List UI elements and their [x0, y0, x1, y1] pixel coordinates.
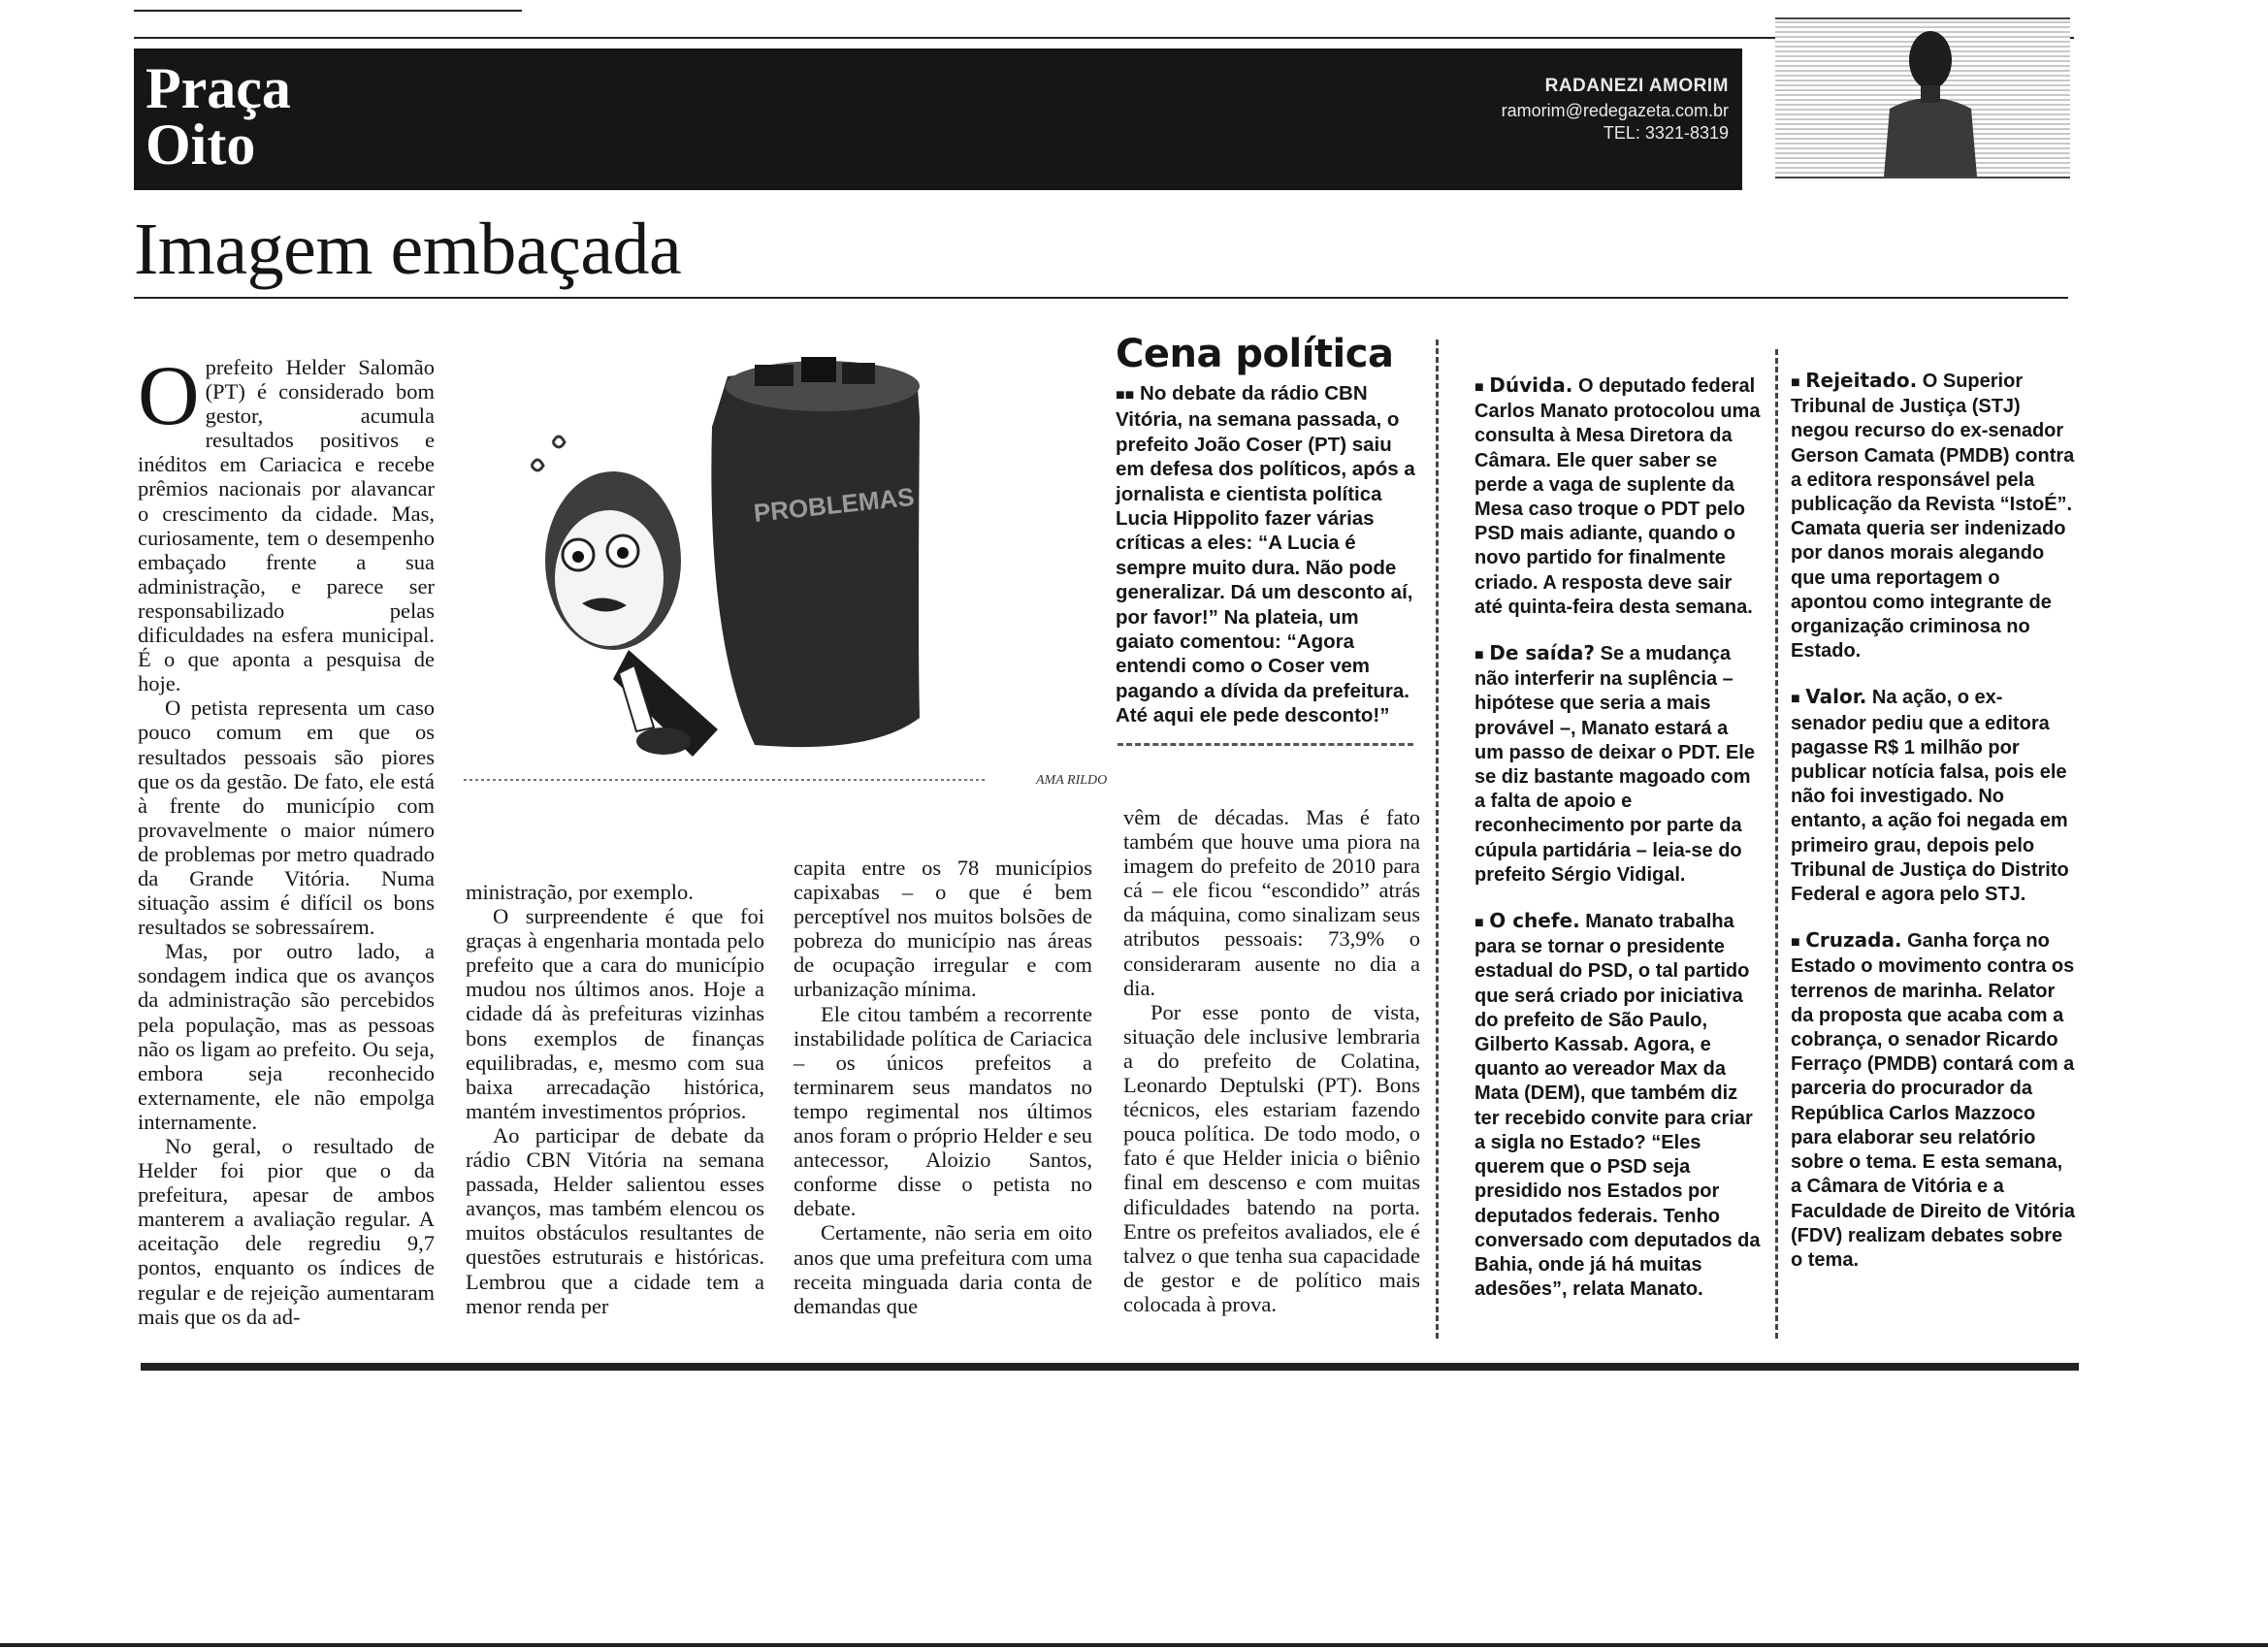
bullet-icon: ■ [1791, 374, 1800, 391]
article-paragraph: O petista representa um caso pouco comum em que os resultados pessoais são piores que os da gestão. De fato, ele está à frente do município com provavelmente o maior número de problemas por metro quadrado da Grande Vitória. Numa situação assim é difícil os bons resultados se sobressaírem. [138, 695, 435, 940]
cena-politica-divider [1118, 743, 1413, 746]
top-rule-left [134, 10, 522, 12]
note-item [1791, 369, 2078, 663]
cartoonist-signature: AMA RILDO [1036, 773, 1108, 788]
notes-column-2 [1791, 369, 2078, 1294]
drop-cap: O [138, 349, 200, 443]
note-title: De saída? [1489, 641, 1596, 665]
section-name-line2: Oito [146, 113, 256, 177]
cena-politica-text: ■■ No debate da rádio CBN Vitória, na semana passada, o prefeito João Coser (PT) saiu em defesa dos políticos, após a jornalista e cientista política Lucia Hippolito fazer várias críticas a eles: “A Lucia é sempre muito dura. Não pode generalizar. Dá um desconto aí, por favor!” Na plateia, um gaiato comentou: “Agora entendi como o Coser vem pagando a dívida da prefeitura. Até aqui ele pede desconto!” [1116, 382, 1415, 728]
article-column-4 [1123, 805, 1420, 1316]
note-title: Cruzada. [1805, 928, 1902, 953]
note-title: Rejeitado. [1805, 369, 1918, 392]
article-paragraph: Mas, por outro lado, a sondagem indica que os avanços da administração são percebidos pela população, mas as pessoas não os ligam ao prefeito. Ou seja, embora seja reconhecido externamente, ele não empolga internamente. [138, 939, 435, 1134]
article-paragraph: O surpreendente é que foi graças à engenharia montada pelo prefeito que a cara do município mudou nos últimos anos. Hoje a cidade dá às prefeituras vizinhas bons exemplos de finanças equilibradas, e, mesmo com sua baixa arrecadação histórica, mantém investimentos próprios. [466, 904, 764, 1123]
section-name-line1: Praça [146, 56, 291, 120]
note-item [1474, 909, 1762, 1302]
article-column-2 [466, 880, 764, 1318]
article-paragraph: No geral, o resultado de Helder foi pior que o da prefeitura, apesar de ambos manterem a avaliação regular. A aceitação dele regrediu 9,7 pontos, enquanto os índices de regular e de rejeição aumentaram mais que os da ad- [138, 1134, 435, 1329]
bullet-icon: ■ [1474, 647, 1484, 664]
author-phone: TEL: 3321-8319 [1603, 123, 1729, 143]
note-text: O deputado federal Carlos Manato protocolou uma consulta à Mesa Diretora da Câmara. Ele quer saber se perde a vaga de suplente da Mesa caso troque o PDT pelo PSD mais adiante, quando o novo partido for finalmente criado. A resposta deve sair até quinta-feira desta semana. [1474, 375, 1761, 618]
article-column-1 [138, 349, 435, 1329]
editorial-cartoon [464, 349, 1108, 795]
bullet-icon: ■■ [1116, 387, 1135, 404]
note-text: Ganha força no Estado o movimento contra os terrenos de marinha. Relator da proposta que acaba com a cobrança, o senador Ricardo Ferraço (PMDB) contará com a parceria do procurador da República Carlos Mazzoco para elaborar seu relatório sobre o tema. E esta semana, a Câmara de Vitória e a Faculdade de Direito de Vitória (FDV) realizam debates sobre o tema. [1791, 930, 2076, 1271]
cena-politica-title: Cena política [1116, 332, 1394, 376]
article-paragraph: Oprefeito Helder Salomão (PT) é considerado bom gestor, acumula resultados positivos e inéditos em Cariacica e recebe prêmios nacionais por alavancar o crescimento da cidade. Mas, curiosamente, tem o desempenho embaçado frente a sua administração, e parece ser responsabilizado pelas dificuldades na esfera municipal. É o que aponta a pesquisa de hoje. [138, 349, 435, 696]
bottom-rule [141, 1363, 2079, 1371]
column-separator [1775, 349, 1778, 1339]
cartoon-illustration-icon [464, 349, 1108, 795]
note-title: Dúvida. [1489, 373, 1573, 397]
author-photo [1775, 17, 2070, 178]
note-item [1791, 685, 2078, 907]
note-item [1474, 373, 1762, 620]
column-separator [1436, 340, 1439, 1339]
note-item [1474, 641, 1762, 888]
bullet-icon: ■ [1474, 915, 1484, 932]
author-email: ramorim@redegazeta.com.br [1501, 101, 1729, 120]
bullet-icon: ■ [1791, 691, 1800, 708]
note-text: O Superior Tribunal de Justiça (STJ) negou recurso do ex-senador Gerson Camata (PMDB) contra a editora responsável pela publicação da Revista “IstoÉ”. Camata queria ser indenizado por danos morais alegando que uma reportagem o apontou como integrante de organização criminosa no Estado. [1791, 371, 2075, 663]
author-name: RADANEZI AMORIM [1544, 76, 1729, 96]
notes-column-1 [1474, 373, 1762, 1323]
barrel-label: PROBLEMAS [752, 481, 916, 528]
article-paragraph: vêm de décadas. Mas é fato também que houve uma piora na imagem do prefeito de 2010 para cá – ele ficou “escondido” atrás da máquina, como sinalizam seus atributos pessoais: 73,9% o consideraram ausente no dia a dia. [1123, 805, 1420, 1000]
bullet-icon: ■ [1791, 934, 1800, 952]
author-portrait-icon [1775, 19, 2070, 177]
author-box [1377, 76, 1729, 144]
note-text: Se a mudança não interferir na suplência – hipótese que seria a mais provável –, Manato estará a um passo de deixar o PDT. Ele se diz bastante magoado com a falta de apoio e reconhecimento por parte da cúpula partidária – leia-se do prefeito Sérgio Vidigal. [1474, 643, 1755, 886]
article-column-3 [794, 856, 1092, 1318]
headline-rule [134, 297, 2068, 299]
headline: Imagem embaçada [134, 209, 682, 290]
article-paragraph: capita entre os 78 municípios capixabas – o que é bem perceptível nos muitos bolsões de pobreza do município nas áreas de ocupação irregular e com urbanização mínima. [794, 856, 1092, 1002]
article-paragraph: Ao participar de debate da rádio CBN Vitória na semana passada, Helder salientou esses avanços, mas também elencou os muitos obstáculos resultantes de questões estruturais e históricas. Lembrou que a cidade tem a menor renda per [466, 1122, 764, 1318]
article-paragraph: Ele citou também a recorrente instabilidade política de Cariacica – os únicos prefeitos a terminarem seus mandatos no tempo regimental nos últimos anos foram o próprio Helder e seu antecessor, Aloizio Santos, conforme disse o petista no debate. [794, 1001, 1092, 1221]
note-item [1791, 928, 2078, 1273]
article-paragraph: ministração, por exemplo. [466, 880, 694, 904]
note-title: Valor. [1805, 685, 1867, 709]
article-paragraph: Certamente, não seria em oito anos que uma prefeitura com uma receita minguada daria conta de demandas que [794, 1220, 1092, 1318]
page-edge [0, 1643, 2268, 1647]
article-paragraph: Por esse ponto de vista, situação dele inclusive lembraria a do prefeito de Colatina, Leonardo Deptulski (PT). Bons técnicos, eles estariam fazendo pouca política. De todo modo, o fato é que Helder inicia o biênio final em descenso e com muitas dificuldades batendo na porta. Entre os prefeitos avaliados, ele é talvez o que tenha sua capacidade de gestor e de político mais colocada à prova. [1123, 999, 1420, 1316]
note-text: Manato trabalha para se tornar o presidente estadual do PSD, o tal partido que será criado por iniciativa do prefeito de São Paulo, Gilberto Kassab. Agora, e quanto ao vereador Max da Mata (DEM), que também diz ter recebido convite para criar a sigla no Estado? “Eles querem que o PSD seja presidido nos Estados por deputados federais. Tenho conversado com deputados da Bahia, onde já há muitas adesões”, relata Manato. [1474, 911, 1761, 1301]
note-text: Na ação, o ex-senador pediu que a editora pagasse R$ 1 milhão por publicar notícia falsa, pois ele não foi investigado. No entanto, a ação foi negada em primeiro grau, depois pelo Tribunal de Justiça do Distrito Federal e agora pelo STJ. [1791, 687, 2069, 906]
note-title: O chefe. [1489, 909, 1580, 933]
section-name [146, 56, 398, 177]
bullet-icon: ■ [1474, 379, 1484, 396]
